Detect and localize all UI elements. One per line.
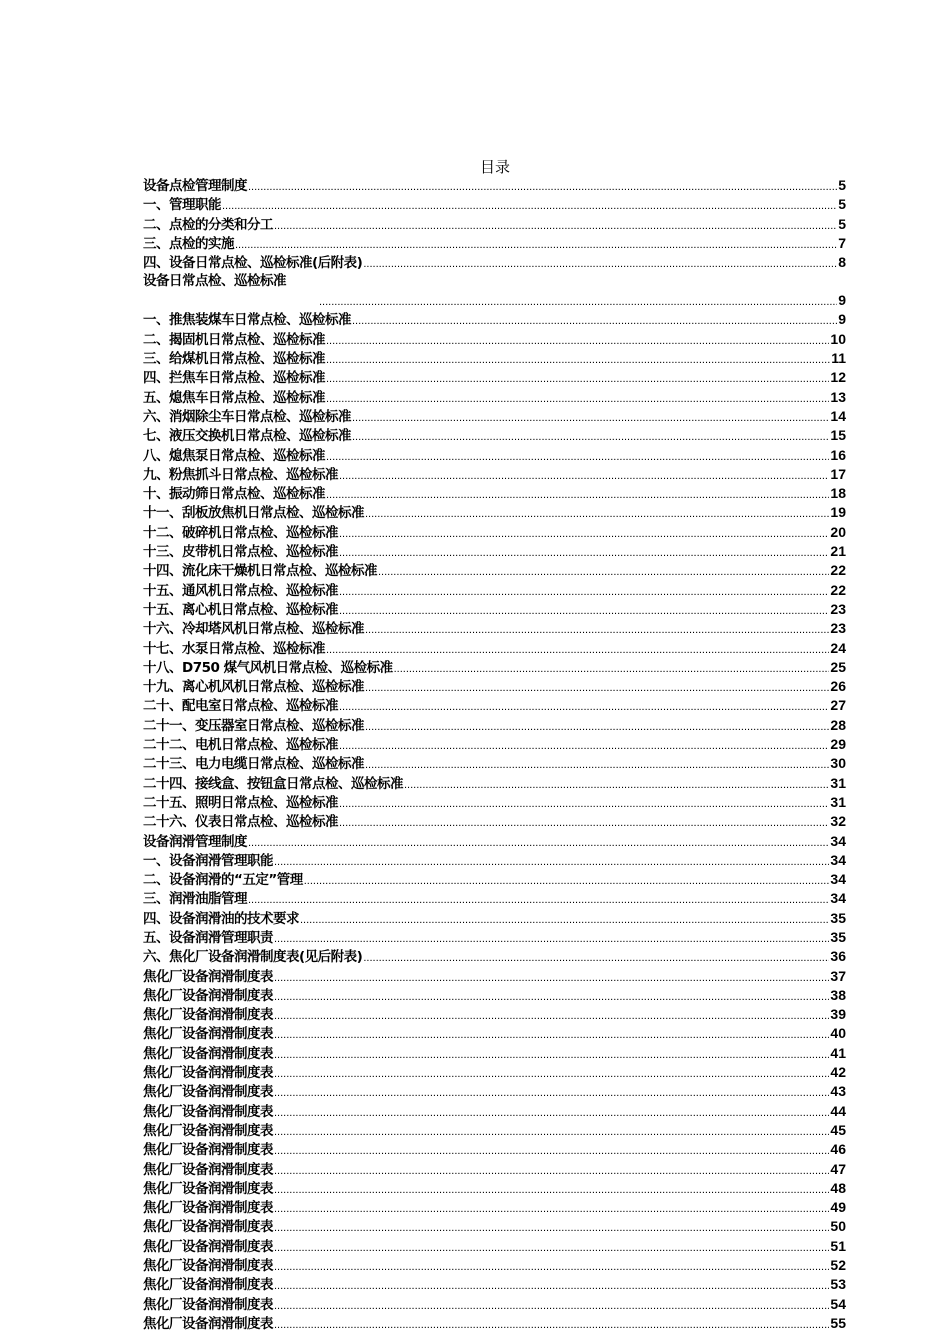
toc-leader-dots	[274, 217, 837, 234]
toc-page-number: 16	[830, 446, 846, 463]
toc-leader-dots	[365, 718, 829, 735]
table-of-contents	[143, 176, 846, 1333]
toc-page-number: 20	[830, 523, 846, 540]
toc-entry[interactable]	[143, 1198, 846, 1217]
toc-page-number: 54	[830, 1295, 846, 1312]
toc-leader-dots	[352, 312, 837, 329]
toc-page-number: 49	[830, 1199, 846, 1216]
toc-entry[interactable]	[143, 986, 846, 1005]
toc-entry-text: 二十、配电室日常点检、巡检标准	[143, 698, 338, 715]
toc-entry[interactable]	[143, 1044, 846, 1063]
toc-page-number: 25	[830, 658, 846, 675]
toc-entry[interactable]	[143, 446, 846, 465]
toc-entry-text: 二十一、变压器室日常点检、巡检标准	[143, 717, 364, 734]
toc-page-number: 9	[838, 311, 846, 328]
toc-entry[interactable]	[143, 1160, 846, 1179]
toc-leader-dots	[274, 1046, 829, 1063]
toc-leader-dots	[378, 563, 829, 580]
toc-page-number: 13	[830, 388, 846, 405]
toc-entry[interactable]	[143, 426, 846, 445]
toc-entry[interactable]	[143, 1063, 846, 1082]
toc-leader-dots	[339, 814, 829, 831]
toc-page-number: 12	[830, 369, 846, 386]
toc-entry-text: 十一、刮板放焦机日常点检、巡检标准	[143, 505, 364, 522]
toc-page-number: 34	[830, 851, 846, 868]
toc-entry-text: 九、粉焦抓斗日常点检、巡检标准	[143, 466, 338, 483]
toc-leader-dots	[339, 602, 829, 619]
toc-entry-text: 二、点检的分类和分工	[143, 216, 273, 233]
toc-entry[interactable]	[143, 639, 846, 658]
toc-leader-dots	[326, 641, 829, 658]
toc-entry[interactable]	[143, 812, 846, 831]
toc-entry[interactable]	[143, 1237, 846, 1256]
toc-entry[interactable]	[143, 1121, 846, 1140]
toc-page-number: 50	[830, 1218, 846, 1235]
toc-leader-dots	[248, 178, 837, 195]
toc-page-number: 41	[830, 1044, 846, 1061]
toc-page-number: 18	[830, 485, 846, 502]
toc-entry[interactable]	[143, 967, 846, 986]
toc-entry-text: 六、焦化厂设备润滑制度表(见后附表)	[143, 949, 363, 966]
toc-entry-text: 设备点检管理制度	[143, 178, 247, 194]
toc-leader-dots	[274, 930, 829, 947]
toc-leader-dots	[339, 583, 829, 600]
toc-leader-dots	[365, 756, 829, 773]
toc-page-number: 44	[830, 1102, 846, 1119]
toc-page-number: 39	[830, 1006, 846, 1023]
toc-page-number: 55	[830, 1314, 846, 1331]
toc-page-number: 31	[830, 793, 846, 810]
toc-leader-dots	[274, 988, 829, 1005]
toc-entry[interactable]	[143, 735, 846, 754]
toc-entry[interactable]	[143, 832, 846, 851]
toc-leader-dots	[339, 467, 829, 484]
toc-page-number: 42	[830, 1064, 846, 1081]
toc-page-number: 30	[830, 755, 846, 772]
toc-page-number: 26	[830, 678, 846, 695]
toc-page-number: 43	[830, 1083, 846, 1100]
toc-entry-text: 七、液压交换机日常点检、巡检标准	[143, 428, 351, 445]
toc-entry[interactable]	[143, 851, 846, 870]
toc-entry[interactable]	[143, 368, 846, 387]
toc-page-number: 21	[830, 543, 846, 560]
toc-entry-text: 三、润滑油脂管理	[143, 891, 247, 908]
toc-page-number: 5	[838, 177, 846, 193]
toc-leader-dots	[339, 795, 829, 812]
toc-entry-text: 十三、皮带机日常点检、巡检标准	[143, 544, 338, 561]
toc-leader-dots	[248, 891, 829, 908]
toc-entry-text: 四、设备润滑油的技术要求	[143, 910, 299, 927]
toc-entry[interactable]	[143, 523, 846, 542]
toc-entry-text: 焦化厂设备润滑制度表	[143, 1219, 273, 1236]
toc-entry[interactable]	[143, 1295, 846, 1314]
toc-page-number: 15	[830, 427, 846, 444]
toc-entry[interactable]	[143, 677, 846, 696]
toc-entry-text: 四、设备日常点检、巡检标准(后附表)	[143, 255, 363, 272]
toc-page-number: 22	[830, 581, 846, 598]
toc-entry-text: 五、设备润滑管理职责	[143, 929, 273, 946]
toc-entry[interactable]	[143, 176, 846, 195]
toc-entry[interactable]	[143, 947, 846, 966]
toc-page-number: 23	[830, 600, 846, 617]
toc-entry-text: 一、设备润滑管理职能	[143, 852, 273, 869]
toc-entry[interactable]	[143, 310, 846, 329]
toc-leader-dots	[274, 1200, 829, 1217]
toc-page-number: 37	[830, 967, 846, 984]
toc-leader-dots	[274, 1277, 829, 1294]
toc-leader-dots	[326, 448, 829, 465]
toc-entry-text: 焦化厂设备润滑制度表	[143, 1277, 273, 1294]
toc-page-number: 9	[838, 292, 846, 309]
toc-leader-dots	[352, 428, 829, 445]
toc-entry-text: 焦化厂设备润滑制度表	[143, 1084, 273, 1101]
toc-leader-dots	[222, 197, 837, 214]
toc-leader-dots	[274, 1181, 829, 1198]
toc-entry-text: 十、振动筛日常点检、巡检标准	[143, 486, 325, 503]
toc-entry-text: 设备日常点检、巡检标准	[143, 273, 286, 290]
toc-leader-dots	[326, 486, 829, 503]
toc-page-number: 45	[830, 1121, 846, 1138]
toc-entry-text: 焦化厂设备润滑制度表	[143, 1180, 273, 1197]
toc-page-number: 8	[838, 254, 846, 271]
toc-entry[interactable]	[143, 889, 846, 908]
toc-entry-text: 二十二、电机日常点检、巡检标准	[143, 737, 338, 754]
toc-entry[interactable]	[143, 234, 846, 253]
toc-entry-text: 焦化厂设备润滑制度表	[143, 1142, 273, 1159]
toc-entry[interactable]	[143, 407, 846, 426]
toc-entry-text: 十五、离心机日常点检、巡检标准	[143, 601, 338, 618]
toc-entry[interactable]	[143, 1024, 846, 1043]
toc-page-number: 19	[830, 504, 846, 521]
toc-page-number: 53	[830, 1276, 846, 1293]
toc-entry-text: 焦化厂设备润滑制度表	[143, 1007, 273, 1024]
toc-leader-dots	[339, 544, 829, 561]
toc-entry-text: 五、熄焦车日常点检、巡检标准	[143, 389, 325, 406]
toc-leader-dots	[274, 1026, 829, 1043]
toc-page-number: 35	[830, 909, 846, 926]
toc-entry-text: 一、管理职能	[143, 197, 221, 214]
toc-entry-text: 十七、水泵日常点检、巡检标准	[143, 640, 325, 657]
toc-leader-dots	[365, 505, 829, 522]
toc-entry[interactable]	[143, 1217, 846, 1236]
toc-entry-continuation[interactable]	[143, 290, 846, 310]
toc-entry[interactable]	[143, 716, 846, 735]
toc-entry-text: 二十六、仪表日常点检、巡检标准	[143, 814, 338, 831]
toc-leader-dots	[274, 1316, 829, 1333]
toc-entry[interactable]	[143, 870, 846, 889]
toc-leader-dots	[274, 1162, 829, 1179]
toc-entry-text: 焦化厂设备润滑制度表	[143, 1026, 273, 1043]
toc-leader-dots	[274, 1007, 829, 1024]
toc-entry[interactable]	[143, 658, 846, 677]
toc-page-number: 32	[830, 813, 846, 830]
toc-entry[interactable]	[143, 1179, 846, 1198]
toc-entry-text: 十四、流化床干燥机日常点检、巡检标准	[143, 563, 377, 580]
toc-entry[interactable]	[143, 1314, 846, 1333]
toc-entry[interactable]	[143, 754, 846, 773]
toc-page-number: 51	[830, 1237, 846, 1254]
toc-page-number: 10	[830, 330, 846, 347]
toc-page-number: 7	[838, 234, 846, 251]
toc-entry[interactable]	[143, 1082, 846, 1101]
toc-page-number: 34	[830, 871, 846, 888]
toc-entry[interactable]	[143, 1005, 846, 1024]
toc-page-number: 29	[830, 736, 846, 753]
toc-leader-dots	[363, 255, 837, 272]
toc-title: 目录	[479, 158, 510, 176]
toc-leader-dots	[248, 834, 829, 851]
toc-leader-dots	[339, 525, 829, 542]
toc-leader-dots	[274, 1123, 829, 1140]
toc-page-number: 5	[838, 215, 846, 232]
toc-page-number: 14	[830, 407, 846, 424]
toc-leader-dots	[274, 853, 829, 870]
toc-leader-dots	[394, 660, 830, 677]
toc-entry-text: 二十五、照明日常点检、巡检标准	[143, 794, 338, 811]
toc-leader-dots	[326, 351, 830, 368]
toc-entry-text: 焦化厂设备润滑制度表	[143, 1122, 273, 1139]
toc-page-number: 17	[830, 465, 846, 482]
toc-entry-text: 十九、离心机风机日常点检、巡检标准	[143, 679, 364, 696]
toc-entry-text: 焦化厂设备润滑制度表	[143, 1103, 273, 1120]
toc-entry[interactable]	[143, 696, 846, 715]
toc-entry[interactable]	[143, 1102, 846, 1121]
toc-leader-dots	[304, 872, 830, 889]
toc-entry[interactable]	[143, 561, 846, 580]
toc-entry[interactable]	[143, 581, 846, 600]
toc-page-number: 28	[830, 716, 846, 733]
toc-page-number: 46	[830, 1141, 846, 1158]
toc-entry[interactable]	[143, 349, 846, 368]
toc-page-number: 27	[830, 697, 846, 714]
toc-entry-text: 设备润滑管理制度	[143, 833, 247, 850]
toc-page-number: 47	[830, 1160, 846, 1177]
toc-page-number: 22	[830, 562, 846, 579]
toc-entry-text: 十六、冷却塔风机日常点检、巡检标准	[143, 621, 364, 638]
toc-entry[interactable]	[143, 1275, 846, 1294]
toc-entry-text: 焦化厂设备润滑制度表	[143, 1065, 273, 1082]
toc-entry[interactable]	[143, 272, 846, 290]
toc-page-number: 34	[830, 890, 846, 907]
toc-leader-dots	[274, 1142, 829, 1159]
toc-leader-dots	[274, 1219, 829, 1236]
toc-entry-text: 焦化厂设备润滑制度表	[143, 1315, 273, 1332]
toc-page-number: 36	[830, 948, 846, 965]
toc-page-number: 40	[830, 1025, 846, 1042]
toc-entry[interactable]	[143, 793, 846, 812]
toc-page-number: 52	[830, 1257, 846, 1274]
toc-entry-text: 焦化厂设备润滑制度表	[143, 968, 273, 985]
toc-entry-text: 焦化厂设备润滑制度表	[143, 1296, 273, 1313]
toc-entry[interactable]	[143, 484, 846, 503]
toc-page-number: 35	[830, 928, 846, 945]
toc-leader-dots	[274, 969, 829, 986]
toc-leader-dots	[300, 911, 829, 928]
toc-entry[interactable]	[143, 542, 846, 561]
toc-entry-text: 二十四、接线盒、按钮盒日常点检、巡检标准	[143, 775, 403, 792]
toc-entry-text: 三、给煤机日常点检、巡检标准	[143, 351, 325, 368]
toc-page-number: 38	[830, 986, 846, 1003]
toc-entry[interactable]	[143, 215, 846, 234]
toc-entry[interactable]	[143, 600, 846, 619]
toc-leader-dots	[365, 621, 829, 638]
toc-page-number: 24	[830, 639, 846, 656]
toc-leader-dots	[339, 698, 829, 715]
toc-entry[interactable]	[143, 330, 846, 349]
toc-leader-dots	[274, 1084, 829, 1101]
toc-entry-text: 二十三、电力电缆日常点检、巡检标准	[143, 756, 364, 773]
toc-entry[interactable]	[143, 1256, 846, 1275]
toc-leader-dots	[363, 949, 829, 966]
toc-leader-dots	[326, 370, 829, 387]
toc-entry[interactable]	[143, 774, 846, 793]
toc-leader-dots	[274, 1258, 829, 1275]
toc-entry-text: 十五、通风机日常点检、巡检标准	[143, 582, 338, 599]
toc-leader-dots	[235, 236, 837, 253]
toc-entry[interactable]	[143, 928, 846, 947]
toc-page-number: 5	[838, 196, 846, 213]
toc-entry-text: 六、消烟除尘车日常点检、巡检标准	[143, 408, 351, 425]
toc-entry-text: 焦化厂设备润滑制度表	[143, 1238, 273, 1255]
toc-entry[interactable]	[143, 253, 846, 272]
toc-page-number: 31	[830, 774, 846, 791]
toc-entry[interactable]	[143, 195, 846, 214]
toc-entry[interactable]	[143, 619, 846, 638]
toc-leader-dots	[274, 1297, 829, 1314]
toc-leader-dots	[365, 679, 829, 696]
toc-entry[interactable]	[143, 909, 846, 928]
toc-page-number: 23	[830, 620, 846, 637]
toc-leader-dots	[404, 776, 829, 793]
toc-entry-text: 一、推焦装煤车日常点检、巡检标准	[143, 312, 351, 329]
toc-leader-dots	[326, 332, 829, 349]
toc-page-number: 48	[830, 1179, 846, 1196]
toc-entry-text: 二、设备润滑的“五定”管理	[143, 872, 303, 889]
toc-leader-dots	[274, 1065, 829, 1082]
toc-entry-text: 焦化厂设备润滑制度表	[143, 1045, 273, 1062]
toc-entry-text: 二、揭固机日常点检、巡检标准	[143, 331, 325, 348]
toc-entry-text: 八、熄焦泵日常点检、巡检标准	[143, 447, 325, 464]
toc-entry[interactable]	[143, 1140, 846, 1159]
toc-leader-dots	[352, 409, 829, 426]
toc-entry[interactable]	[143, 388, 846, 407]
toc-leader-dots	[274, 1104, 829, 1121]
toc-leader-dots	[319, 292, 837, 310]
toc-leader-dots	[339, 737, 829, 754]
toc-page-number: 11	[831, 350, 846, 367]
toc-leader-dots	[274, 1239, 829, 1256]
toc-entry-text: 焦化厂设备润滑制度表	[143, 1258, 273, 1275]
toc-leader-dots	[326, 390, 829, 407]
toc-entry[interactable]	[143, 465, 846, 484]
toc-entry-text: 焦化厂设备润滑制度表	[143, 1200, 273, 1217]
toc-entry-text: 焦化厂设备润滑制度表	[143, 987, 273, 1004]
toc-page-number: 34	[830, 832, 846, 849]
toc-entry-text: 三、点检的实施	[143, 235, 234, 252]
toc-entry-text: 十二、破碎机日常点检、巡检标准	[143, 524, 338, 541]
toc-entry[interactable]	[143, 503, 846, 522]
toc-entry-text: 焦化厂设备润滑制度表	[143, 1161, 273, 1178]
toc-entry-text: 四、拦焦车日常点检、巡检标准	[143, 370, 325, 387]
toc-entry-text: 十八、D750 煤气风机日常点检、巡检标准	[143, 659, 393, 676]
